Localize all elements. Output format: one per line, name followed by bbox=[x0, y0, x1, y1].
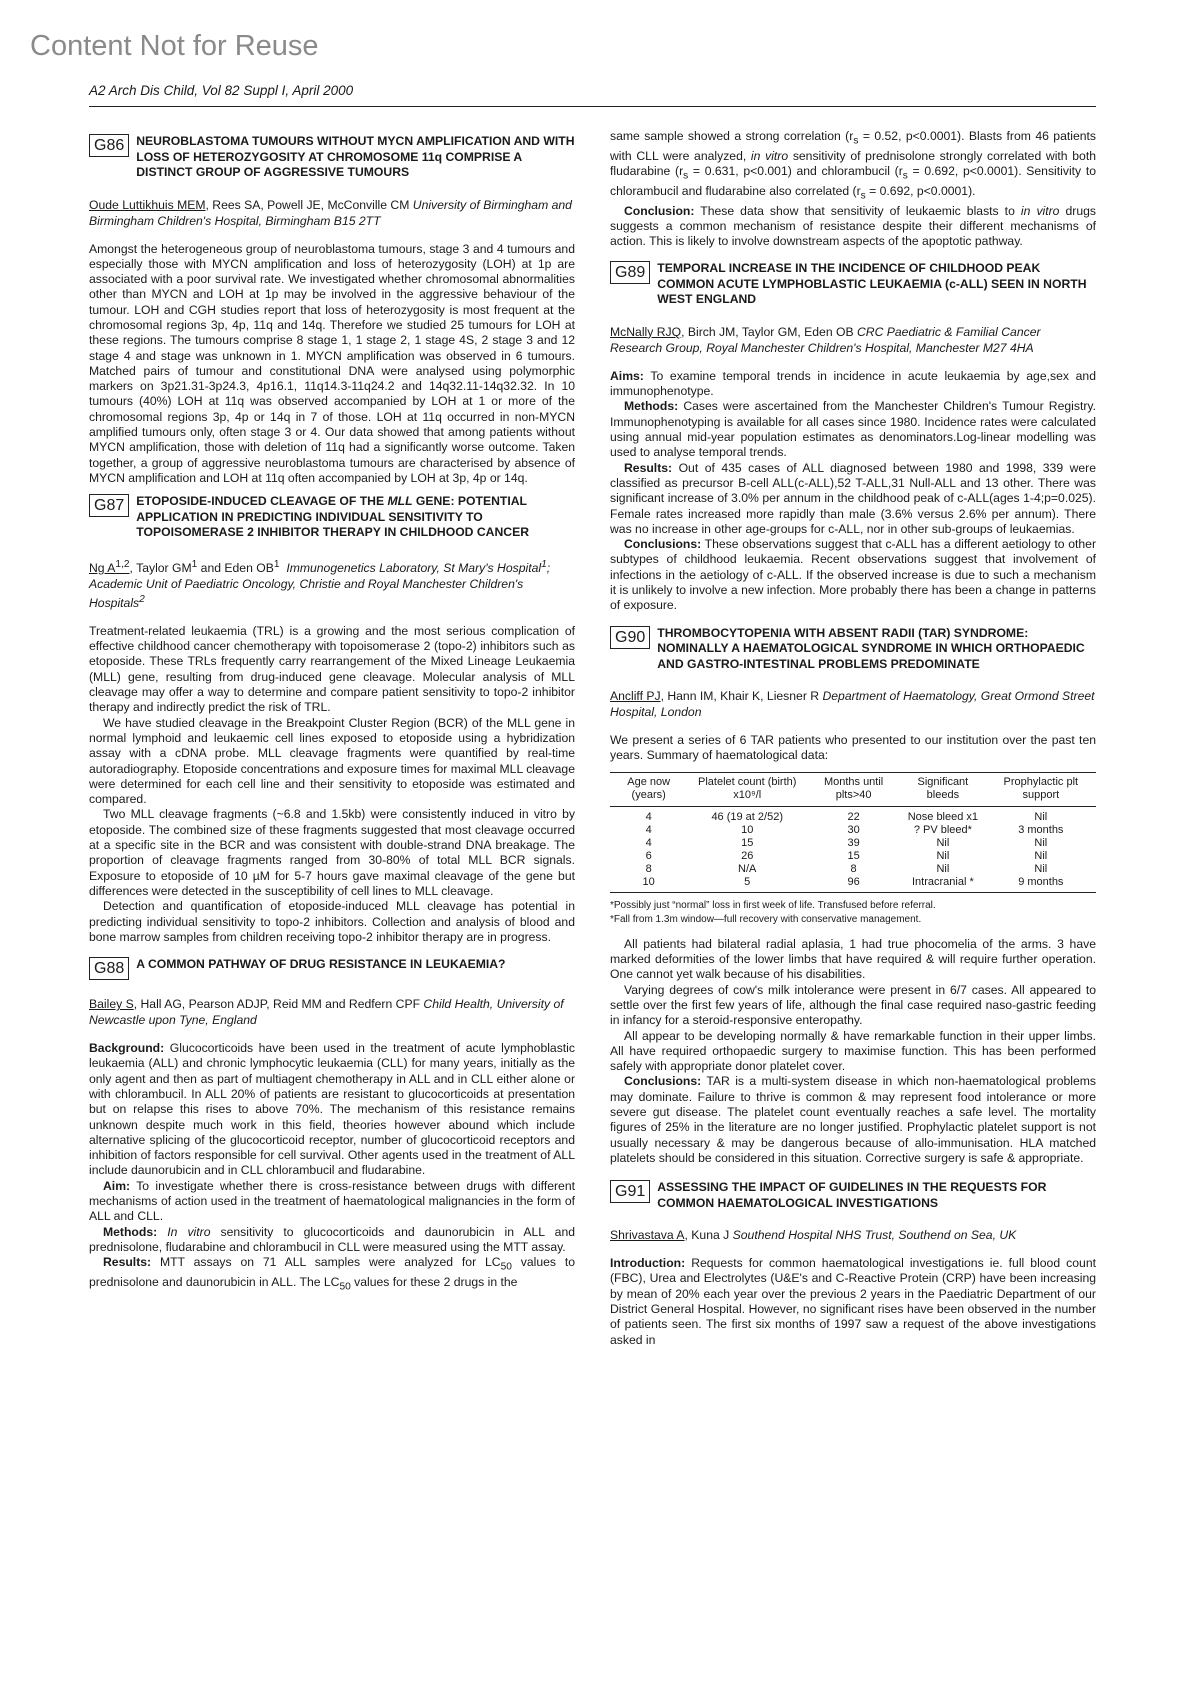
subscript: 50 bbox=[339, 1281, 351, 1293]
aim-paragraph bbox=[89, 1179, 575, 1225]
co-authors: , Birch JM, Taylor GM, Eden OB bbox=[681, 324, 857, 339]
italic-term: In vitro bbox=[167, 1224, 211, 1239]
results-paragraph bbox=[89, 1255, 575, 1294]
institution: Southend Hospital NHS Trust, Southend on Sea, UK bbox=[732, 1228, 1017, 1243]
results-paragraph bbox=[610, 461, 1096, 537]
abstract-header bbox=[610, 261, 1096, 308]
table-row bbox=[610, 863, 1096, 876]
spacer bbox=[610, 1166, 1096, 1180]
table-cell: Nil bbox=[1034, 862, 1048, 875]
abstract-title: THROMBOCYTOPENIA WITH ABSENT RADII (TAR) SYNDROME: NOMINALLY A HAEMATOLOGICAL SYNDROME IN WHICH ORTHOPAEDIC AND GASTRO-INTESTINAL PROBLEMS PREDOMINATE bbox=[657, 625, 1085, 671]
author-line bbox=[89, 996, 575, 1028]
introduction-paragraph bbox=[610, 1256, 1096, 1348]
table-row bbox=[610, 806, 1096, 824]
section-text: To examine temporal trends in incidence in acute leukaemia by age,sex and immunophenotype. bbox=[610, 368, 1096, 399]
table-cell: N/A bbox=[738, 862, 757, 875]
presenting-author bbox=[89, 558, 130, 575]
section-text: Requests for common haematological investigations ie. full blood count (FBC), Urea and Electrolytes (U&E's and C-Reactive Protein (CRP) have been increasing by mean of 20% each year over the previous 2 years in the Paediatric Department of our District General Hospital. However, no significant rises have been observed in the number of patients seen. The first six months of 1997 saw a request of the above investigations asked in bbox=[610, 1256, 1096, 1347]
table-cell: Nil bbox=[1034, 836, 1048, 849]
institution-part: ; Academic Unit of Paediatric Oncology, Christie and Royal Manchester Children's Hospitals bbox=[89, 560, 551, 610]
institution-part: Immunogenetics Laboratory, St Mary's Hospital bbox=[286, 560, 542, 575]
abstract-paragraph: We present a series of 6 TAR patients who presented to our institution over the past ten years. Summary of haematological data: bbox=[610, 733, 1096, 763]
abstract-body: Amongst the heterogeneous group of neuroblastoma tumours, stage 3 and 4 tumours and especially those with MYCN amplification and loss of heterozygosity (LOH) at 1p are associated with a poor survival rate. We investigated whether chromosomal abnormalities other than MYCN and LOH at 1p may be involved in the aggressive behaviour of the tumour. LOH and CGH studies report that loss of heterozygosity is most frequent at the chromosomal regions 3p, 4p, 11q and 14q. Therefore we studied 25 tumours for LOH at these regions. The tumours comprise 8 stage 1, 1 stage 2, 1 stage 4S, 2 stage 3 and 12 stage 4 and stage was unknown in 1. MYCN amplification was observed in 6 tumours. Matched pairs of tumour and constitutional DNA were analysed using polymorphic markers on 3p21.31-3p24.3, 4p16.1, 11q14.3-11q24.2 and 14q32.11-14q32.32. In 10 tumours (40%) LOH at 11q was observed accompanied by LOH at 1 or more of the chromosomal regions 3p, 4p or 14q in 7 of those. LOH at 11q occurred in non-MYCN amplified tumours only, often stage 3 or 4. Our data showed that among patients without MYCN amplification, those with deletion of 11q had a significantly worse outcome. Taken together, a group of aggressive neuroblastoma tumours are characterised by absence of MYCN amplification and LOH at 11q often accompanied by LOH at 3p, 4p or 14q. bbox=[89, 241, 575, 485]
abstract-paragraph: Treatment-related leukaemia (TRL) is a growing and the most serious complication of effective childhood cancer chemotherapy with topoisomerase 2 (topo-2) inhibitors such as etoposide. These TRLs frequently carry rearrangement of the Mixed Lineage Leukaemia (MLL) gene, resulting from drug-induced gene cleavage. Molecular analysis of MLL cleavage may offer a way to determine and compare patient sensitivity to topo-2 inhibitor therapy and indirectly predict the risk of TRL. bbox=[89, 623, 575, 715]
co-authors: , Hall AG, Pearson ADJP, Reid MM and Redfern CPF bbox=[133, 997, 424, 1012]
table-cell: 39 bbox=[847, 836, 860, 849]
section-text: = 0.692, p<0.0001). Sensitivity to chlorambucil and fludarabine also correlated (r bbox=[610, 164, 1097, 198]
table-cell: Nil bbox=[1034, 849, 1048, 862]
abstract-code: G89 bbox=[610, 261, 650, 284]
abstract-title: A COMMON PATHWAY OF DRUG RESISTANCE IN LEUKAEMIA? bbox=[136, 957, 506, 972]
section-text: = 0.692, p<0.0001). bbox=[865, 183, 976, 198]
abstract-code: G88 bbox=[89, 957, 129, 980]
presenting-author: Bailey S bbox=[89, 997, 134, 1012]
table-row bbox=[610, 824, 1096, 837]
table-cell: 4 bbox=[645, 836, 652, 849]
section-label: Conclusions: bbox=[624, 1074, 702, 1089]
abstract-g90 bbox=[610, 626, 1096, 1167]
table-cell: ? PV bleed* bbox=[913, 823, 972, 836]
subscript: 50 bbox=[500, 1261, 512, 1273]
author-line bbox=[610, 688, 1096, 720]
watermark: Content Not for Reuse bbox=[30, 30, 319, 62]
section-text: MTT assays on 71 ALL samples were analyzed for LC bbox=[151, 1255, 501, 1270]
abstract-header bbox=[89, 494, 575, 541]
conclusions-paragraph bbox=[610, 1074, 1096, 1166]
table-cell: Nil bbox=[1034, 810, 1048, 823]
section-label: Conclusions: bbox=[624, 537, 702, 552]
abstract-code: G87 bbox=[89, 494, 129, 517]
italic-term: in vitro bbox=[750, 148, 789, 163]
abstract-g91 bbox=[610, 1180, 1096, 1348]
table-row bbox=[610, 876, 1096, 893]
section-label: Aims: bbox=[610, 368, 644, 383]
section-text: Glucocorticoids have been used in the treatment of acute lymphoblastic leukaemia (ALL) and chronic lymphocytic leukaemia (CLL) for many years, initially as the only agent and then as part of multiagent chemotherapy in ALL and in CLL either alone or with chlorambucil. In ALL 20% of patients are resistant to glucocorticoids at presentation but on relapse this rises to above 70%. The mechanism of this resistance remains unknown despite much work in this field, theories however abound which include alternative splicing of the glucocorticoid receptor, number of glucocorticoid receptors and inhibition of factors responsible for cell survival. Other agents used in the treatment of ALL include daunorubicin and in CLL chlorambucil and fludarabine. bbox=[89, 1041, 575, 1178]
co-authors: , Hann IM, Khair K, Liesner R bbox=[660, 689, 823, 704]
table-cell: 8 bbox=[645, 862, 652, 875]
methods-paragraph bbox=[610, 399, 1096, 460]
institution: University of Birmingham and Birmingham Children's Hospital, Birmingham B15 2TT bbox=[89, 197, 572, 228]
presenting-author: McNally RJQ bbox=[610, 324, 682, 339]
abstract-header bbox=[610, 626, 1096, 673]
author-line bbox=[610, 1227, 1096, 1243]
abstract-paragraph: We have studied cleavage in the Breakpoint Cluster Region (BCR) of the MLL gene in normal lymphoid and leukaemic cell lines exposed to etoposide using a hybridization assay with a cDNA probe. MLL cleavage fragments were quantified by real-time autoradiography. Etoposide concentrations and exposure times for maximal MLL cleavage were determined for each cell line and their sensitivity to etoposide was estimated and compared. bbox=[89, 715, 575, 807]
section-label: Results: bbox=[103, 1255, 152, 1270]
background-paragraph bbox=[89, 1041, 575, 1179]
section-text: These data show that sensitivity of leukaemic blasts to bbox=[694, 203, 1021, 218]
abstract-g87 bbox=[89, 494, 575, 945]
presenting-author: Oude Luttikhuis MEM bbox=[89, 197, 206, 212]
title-part: GENE: POTENTIAL APPLICATION IN PREDICTING INDIVIDUAL SENSITIVITY TO TOPOISOMERASE 2 INHIBITOR THERAPY IN CHILDHOOD CANCER bbox=[136, 494, 529, 540]
column-header: Age now (years) bbox=[610, 772, 687, 806]
title-part: ETOPOSIDE-INDUCED CLEAVAGE OF THE bbox=[136, 494, 388, 509]
table-cell: 4 bbox=[645, 810, 652, 823]
aims-paragraph bbox=[610, 369, 1096, 400]
table-cell: 26 bbox=[741, 849, 754, 862]
table-cell: Intracranial * bbox=[900, 876, 986, 893]
subscript: s bbox=[902, 170, 908, 182]
abstract-code: G90 bbox=[610, 626, 650, 649]
right-column bbox=[610, 129, 1096, 1348]
table-row bbox=[610, 837, 1096, 850]
abstract-paragraph: Two MLL cleavage fragments (~6.8 and 1.5kb) were consistently induced in vitro by etoposide. The combined size of these fragments suggested that most cleavage occurred at a specific site in the BCR and was consistent with double-strand DNA breakage. The proportion of cleavage fragments ranged from 30-80% of total MLL BCR signals. Exposure to etoposide of 10 µM for 5-7 hours gave maximal cleavage of the gene but differences were detected in the susceptibility of cell lines to MLL cleavage. bbox=[89, 807, 575, 898]
abstract-g86 bbox=[89, 134, 575, 486]
table-cell: 9 months bbox=[986, 876, 1096, 893]
section-label: Results: bbox=[624, 460, 673, 475]
header-rule bbox=[89, 106, 1096, 107]
co-authors: , Kuna J bbox=[684, 1228, 733, 1243]
abstract-title: TEMPORAL INCREASE IN THE INCIDENCE OF CHILDHOOD PEAK COMMON ACUTE LYMPHOBLASTIC LEUKAEMIA (c-ALL) SEEN IN NORTH WEST ENGLAND bbox=[657, 261, 1087, 307]
institution: Department of Haematology, Great Ormond Street Hospital, London bbox=[610, 689, 1095, 720]
section-text: To investigate whether there is cross-resistance between drugs with different mechanisms of action used in the treatment of haematological malignancies in the form of ALL and CLL. bbox=[89, 1178, 575, 1224]
abstract-header bbox=[89, 957, 575, 980]
author-line bbox=[610, 324, 1096, 356]
abstract-paragraph: Detection and quantification of etoposide-induced MLL cleavage has potential in predicting individual sensitivity to topo-2 inhibitors. Collection and analysis of blood and bone marrow samples from children receiving topo-2 inhibitor therapy are in progress. bbox=[89, 899, 575, 944]
abstract-title bbox=[136, 494, 575, 541]
column-header: Prophylactic plt support bbox=[986, 772, 1096, 806]
column-header: Months until plts>40 bbox=[807, 772, 900, 806]
presenting-author: Ancliff PJ bbox=[610, 689, 661, 704]
section-text: sensitivity of prednisolone strongly correlated with both fludarabine (r bbox=[610, 148, 1096, 179]
spacer bbox=[610, 614, 1096, 626]
italic-term: in vitro bbox=[1020, 203, 1060, 218]
table-cell: 46 (19 at 2/52) bbox=[711, 810, 783, 823]
table-cell: Nil bbox=[936, 849, 950, 862]
abstract-paragraph: All patients had bilateral radial aplasia, 1 had true phocomelia of the arms. 3 have marked deformities of the lower limbs that have required & will require further operation. One cannot yet walk because of his disabilities. bbox=[610, 936, 1096, 982]
table-cell: Nil bbox=[936, 836, 950, 849]
table-header-row bbox=[610, 772, 1096, 806]
spacer bbox=[89, 486, 575, 494]
co-authors: , Taylor GM bbox=[129, 560, 192, 575]
conclusions-paragraph bbox=[610, 537, 1096, 613]
co-authors: and Eden OB bbox=[197, 560, 274, 575]
haematological-data-table bbox=[610, 772, 1096, 893]
section-label: Conclusion: bbox=[624, 203, 695, 218]
co-authors: , Rees SA, Powell JE, McConville CM bbox=[205, 197, 413, 212]
abstract-g88-continued bbox=[610, 129, 1096, 249]
table-cell: Nil bbox=[936, 862, 950, 875]
table-cell: Nose bleed x1 bbox=[907, 810, 979, 823]
section-text: values for these 2 drugs in the bbox=[350, 1275, 518, 1289]
abstract-code: G86 bbox=[89, 134, 129, 157]
section-label: Background: bbox=[89, 1041, 165, 1056]
methods-paragraph bbox=[89, 1225, 575, 1256]
table-cell: 4 bbox=[645, 823, 652, 836]
column-header: Platelet count (birth) x10⁹/l bbox=[687, 772, 807, 806]
affiliation-mark: 1 bbox=[541, 558, 547, 570]
affiliation-mark: 1,2 bbox=[115, 558, 130, 570]
section-text: drugs suggests a common mechanism of resistance despite their different mechanisms of action. This is likely to involve downstream aspects of the apoptotic pathway. bbox=[610, 203, 1097, 249]
presenter-name: Ng A bbox=[89, 560, 116, 575]
table-cell: 8 bbox=[850, 862, 857, 875]
column-header: Significant bleeds bbox=[900, 772, 986, 806]
section-label: Introduction: bbox=[610, 1256, 686, 1271]
subscript: s bbox=[853, 135, 859, 147]
section-text: same sample showed a strong correlation (r bbox=[610, 129, 854, 143]
abstract-g88 bbox=[89, 957, 575, 1295]
conclusion-paragraph bbox=[610, 204, 1096, 250]
abstract-header bbox=[89, 134, 575, 181]
abstract-title: NEUROBLASTOMA TUMOURS WITHOUT MYCN AMPLIFICATION AND WITH LOSS OF HETEROZYGOSITY AT CHROMOSOME 11q COMPRISE A DISTINCT GROUP OF AGGRESSIVE TUMOURS bbox=[136, 134, 575, 179]
abstract-paragraph: All appear to be developing normally & have remarkable function in their upper limbs. All have required orthopaedic surgery to maximise function. This has been performed safely with appropriate donor platelet cover. bbox=[610, 1028, 1096, 1074]
abstract-header bbox=[610, 1180, 1096, 1211]
subscript: s bbox=[860, 190, 866, 202]
table-cell: 3 months bbox=[1018, 823, 1064, 836]
table-cell: 96 bbox=[807, 876, 900, 893]
table-cell: 22 bbox=[847, 810, 860, 823]
left-column bbox=[89, 134, 575, 1295]
section-text: TAR is a multi-system disease in which non-haematological problems may dominate. Failure to thrive is common & may represent food intolerance or more severe gut disease. The platelet count eventually reaches a safe level. The mortality figures of 25% in the literature are no longer justified. Prophylactic platelet support is not usually necessary & may be dangerous because of allo-immunisation. HLA matched platelets should be considered in this situation. Corrective surgery is safe & appropriate. bbox=[610, 1074, 1096, 1165]
section-text: = 0.52, p<0.0001). Blasts from 46 patients with CLL were analyzed, bbox=[610, 129, 1096, 163]
affiliation-mark: 1 bbox=[273, 558, 280, 570]
affiliation-mark: 1 bbox=[191, 558, 198, 570]
results-continued bbox=[610, 129, 1096, 204]
table-cell: 15 bbox=[741, 836, 754, 849]
table-row bbox=[610, 850, 1096, 863]
presenting-author: Shrivastava A bbox=[610, 1228, 685, 1243]
section-text: Cases were ascertained from the Manchester Children's Tumour Registry. Immunophenotyping is available for all cases since 1980. Incidence rates were calculated using annual mid-year population estimates as denominators.Log-linear modelling was used to analyse temporal trends. bbox=[610, 399, 1096, 460]
section-text: These observations suggest that c-ALL has a different aetiology to other subtypes of childhood leukaemia. Recent observations suggest that involvement of infections in the aetiology of c-ALL. If the observed increase is due to such a mechanism it is unlikely to involve a new infection. More probably there has been a change in patterns of exposure. bbox=[610, 537, 1096, 613]
section-label: Methods: bbox=[103, 1224, 158, 1239]
table-cell: 30 bbox=[847, 823, 860, 836]
institution: CRC Paediatric & Familial Cancer Research Group, Royal Manchester Children's Hospital, Manchester M27 4HA bbox=[610, 324, 1041, 355]
abstract-title: ASSESSING THE IMPACT OF GUIDELINES IN THE REQUESTS FOR COMMON HAEMATOLOGICAL INVESTIGATIONS bbox=[657, 1180, 1047, 1210]
table-footnotes bbox=[610, 899, 1096, 927]
institution: Child Health, University of Newcastle upon Tyne, England bbox=[89, 997, 564, 1028]
table-footnote: *Fall from 1.3m window—full recovery with conservative management. bbox=[610, 913, 922, 925]
table-cell: 10 bbox=[610, 876, 687, 893]
author-line bbox=[89, 557, 575, 611]
abstract-paragraph: Varying degrees of cow's milk intolerance were present in 6/7 cases. All appeared to settle over the first few years of life, although the final case required naso-gastric feeding in infancy for a steroid-responsive enteropathy. bbox=[610, 982, 1096, 1028]
table-cell: 5 bbox=[687, 876, 807, 893]
spacer bbox=[610, 249, 1096, 261]
abstract-g89 bbox=[610, 261, 1096, 613]
running-head: A2 Arch Dis Child, Vol 82 Suppl I, April 2000 bbox=[89, 83, 354, 98]
section-label: Aim: bbox=[103, 1178, 131, 1193]
section-text: = 0.631, p<0.001) and chlorambucil (r bbox=[688, 164, 903, 179]
subscript: s bbox=[683, 170, 689, 182]
section-text: sensitivity to glucocorticoids and daunorubicin in ALL and prednisolone, fludarabine and chlorambucil in CLL were measured using the MTT assay. bbox=[89, 1224, 576, 1254]
section-text: values to prednisolone and daunorubicin in ALL. The LC bbox=[89, 1255, 576, 1289]
table-cell: 15 bbox=[847, 849, 860, 862]
table-footnote: *Possibly just “normal” loss in first week of life. Transfused before referral. bbox=[610, 899, 936, 911]
title-gene: MLL bbox=[387, 494, 413, 509]
affiliation-mark: 2 bbox=[139, 593, 145, 605]
table-cell: 6 bbox=[645, 849, 652, 862]
author-line bbox=[89, 197, 575, 229]
section-label: Methods: bbox=[624, 399, 679, 414]
table-cell: 10 bbox=[741, 823, 754, 836]
abstract-code: G91 bbox=[610, 1180, 650, 1203]
section-text: Out of 435 cases of ALL diagnosed between 1980 and 1998, 339 were classified as precursor B-cell ALL(c-ALL),52 T-ALL,31 Null-ALL and 13 other. There was significant increase of 3.0% per annum in the childhood peak of c-ALL(ages 1-4;p=0.025). Female rates increased more rapidly than male (3.6% versus 2.6% per annum). There was no increase in other age-groups for c-ALL, nor in other sub-groups of leukaemias. bbox=[610, 460, 1096, 536]
spacer bbox=[89, 945, 575, 957]
